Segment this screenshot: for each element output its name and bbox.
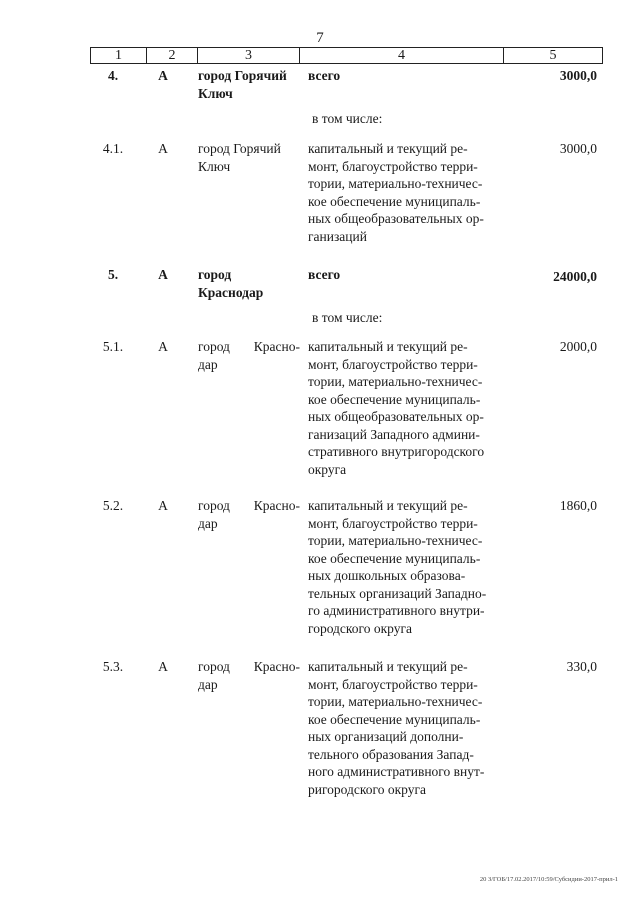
row-letter: А: [158, 141, 168, 156]
description-line: кое обеспечение муниципаль-: [308, 193, 481, 209]
row-number: 5.2.: [102, 498, 124, 513]
region-line: город Красно-: [198, 659, 300, 674]
description-line: капитальный и текущий ре-: [308, 339, 468, 354]
row-amount: 24000,0: [553, 269, 597, 284]
row-description: [308, 67, 506, 85]
header-cell-1: 1: [115, 48, 122, 63]
header-cell-5: 5: [549, 48, 557, 63]
description-line: го административного внутри-: [308, 603, 485, 618]
header-cell-4: 4: [398, 48, 405, 63]
description-line: тельного образования Запад-: [308, 746, 474, 762]
description-line: кое обеспечение муниципаль-: [308, 711, 481, 727]
description-line: тории, материально-техничес-: [308, 374, 483, 389]
description-line: тории, материально-техничес-: [308, 533, 483, 548]
description-line: ганизаций: [308, 228, 367, 244]
description-line: ных общеобразовательных ор-: [308, 409, 484, 424]
region-name: [198, 140, 300, 175]
subtotal-label: в том числе:: [312, 111, 383, 126]
region-line: Ключ: [198, 85, 233, 101]
description-line: ных общеобразовательных ор-: [308, 211, 484, 226]
description-line: всего: [308, 68, 341, 83]
region-line: город: [198, 267, 232, 282]
header-cell-3: 3: [245, 48, 252, 63]
header-cell-2: 2: [168, 48, 176, 63]
row-description: [308, 338, 506, 478]
region-name: [198, 497, 300, 532]
description-line: тельных организаций Западно-: [308, 585, 487, 601]
row-letter: А: [158, 659, 168, 674]
row-number: 4.1.: [102, 141, 124, 156]
row-amount: 330,0: [566, 659, 597, 674]
row-number: 5.1.: [102, 339, 124, 354]
description-line: всего: [308, 267, 341, 282]
row-amount: 1860,0: [559, 498, 597, 513]
row-letter: А: [158, 498, 168, 513]
row-number: 5.3.: [102, 659, 124, 674]
row-description: [308, 140, 506, 245]
region-line: Ключ: [198, 158, 231, 174]
description-line: ригородского округа: [308, 781, 427, 797]
description-line: ганизаций Западного админи-: [308, 426, 480, 442]
description-line: кое обеспечение муниципаль-: [308, 550, 481, 566]
description-line: монт, благоустройство терри-: [308, 356, 478, 372]
description-line: тории, материально-техничес-: [308, 694, 483, 709]
description-line: стративного внутригородского: [308, 444, 485, 459]
description-line: ных организаций дополни-: [308, 729, 464, 744]
description-line: монт, благоустройство терри-: [308, 515, 478, 531]
row-description: [308, 266, 506, 284]
region-line: дар: [198, 676, 218, 692]
column-number-header: [90, 47, 603, 64]
description-line: тории, материально-техничес-: [308, 176, 483, 191]
region-line: Краснодар: [198, 284, 264, 300]
region-line: дар: [198, 356, 218, 372]
description-line: монт, благоустройство терри-: [308, 676, 478, 692]
description-line: капитальный и текущий ре-: [308, 498, 468, 513]
description-line: городского округа: [308, 620, 413, 636]
description-line: монт, благоустройство терри-: [308, 158, 478, 174]
description-line: кое обеспечение муниципаль-: [308, 391, 481, 407]
region-name: [198, 67, 300, 102]
page-number: 7: [316, 30, 324, 46]
row-number: 4.: [107, 68, 119, 83]
subtotal-label: в том числе:: [312, 310, 383, 325]
row-description: [308, 497, 506, 637]
region-name: [198, 338, 300, 373]
row-amount: 3000,0: [559, 141, 597, 156]
region-line: город Горячий: [198, 141, 281, 156]
row-letter: А: [158, 267, 168, 282]
description-line: капитальный и текущий ре-: [308, 659, 468, 674]
document-footer: 20 З/ГОБ/17.02.2017/10:59/Субсидии-2017-прил-1: [479, 876, 618, 883]
region-name: [198, 658, 300, 693]
region-line: дар: [198, 515, 218, 531]
row-letter: А: [158, 339, 168, 354]
region-line: город Красно-: [198, 339, 300, 354]
description-line: ного административного внут-: [308, 764, 485, 779]
region-line: город Красно-: [198, 498, 300, 513]
description-line: ных дошкольных образова-: [308, 568, 466, 583]
row-letter: А: [158, 68, 168, 83]
description-line: капитальный и текущий ре-: [308, 141, 468, 156]
region-name: [198, 266, 300, 301]
row-amount: 3000,0: [559, 68, 597, 83]
row-description: [308, 658, 506, 798]
region-line: город Горячий: [198, 68, 287, 83]
row-number: 5.: [107, 267, 119, 282]
description-line: округа: [308, 461, 347, 477]
row-amount: 2000,0: [559, 339, 597, 354]
